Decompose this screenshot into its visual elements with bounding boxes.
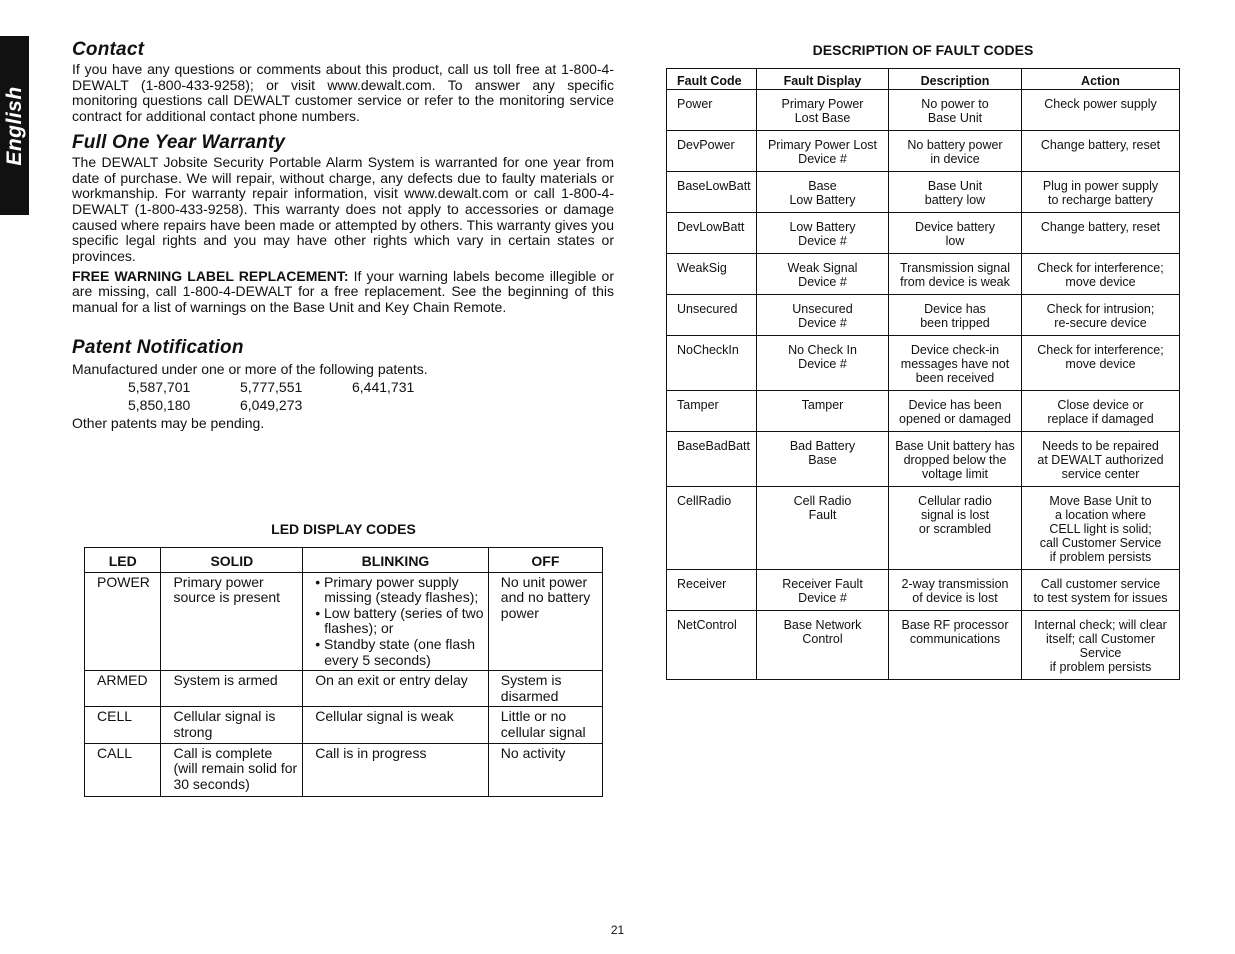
fault-display-cell: Base Low Battery [757, 172, 889, 213]
patent-number: 5,777,551 [240, 378, 303, 395]
warning-label-text: If your warning labels become illegible or are missing, call 1-800-4-DEWALT for a free replacement. See the beginning of this manual for a list of warnings on the Base Unit and Key Chain Remote. [72, 267, 614, 316]
table-row [667, 213, 1180, 254]
column-header: OFF [488, 548, 602, 573]
table-row [667, 295, 1180, 336]
description-cell: Device has been opened or damaged [889, 391, 1022, 432]
table-row [667, 90, 1180, 131]
table-header-row [85, 548, 603, 573]
fault-code-cell: DevPower [667, 131, 757, 172]
list-item: • Primary power supply missing (steady flashes); [315, 573, 479, 606]
description-cell: Base Unit battery low [889, 172, 1022, 213]
fault-code-cell: Power [667, 90, 757, 131]
action-cell: Change battery, reset [1022, 131, 1180, 172]
patent-list [72, 360, 614, 432]
contact-body: If you have any questions or comments about this product, call us toll free at 1-800-4-DEWALT (1-800-433-9258); or visit www.dewalt.com. To answer any specific monitoring questions call DEWALT customer service or refer to the monitoring service contract for additional contact phone numbers. [72, 61, 614, 125]
column-header: Action [1022, 69, 1180, 90]
table-row [85, 707, 603, 743]
patent-number: 5,587,701 [128, 378, 191, 395]
fault-display-cell: No Check In Device # [757, 336, 889, 391]
solid-cell: Cellular signal is strong [161, 707, 303, 743]
patent-row [72, 396, 614, 414]
list-item: • Standby state (one flash every 5 seconds) [315, 635, 475, 668]
contact-heading: Contact [72, 39, 145, 60]
fault-display-cell: Primary Power Lost Base [757, 90, 889, 131]
description-cell: Base Unit battery has dropped below the voltage limit [889, 432, 1022, 487]
table-row [667, 131, 1180, 172]
solid-cell: Call is complete (will remain solid for 30 seconds) [161, 743, 303, 796]
solid-cell: Primary power source is present [161, 572, 303, 671]
action-cell: Needs to be repaired at DEWALT authorized service center [1022, 432, 1180, 487]
table-row [667, 570, 1180, 611]
column-header: Fault Display [757, 69, 889, 90]
fault-display-cell: Bad Battery Base [757, 432, 889, 487]
fault-display-cell: Cell Radio Fault [757, 487, 889, 570]
table-row [667, 254, 1180, 295]
action-cell: Close device or replace if damaged [1022, 391, 1180, 432]
fault-display-cell: Low Battery Device # [757, 213, 889, 254]
description-cell: Device check-in messages have not been received [889, 336, 1022, 391]
fault-code-cell: Unsecured [667, 295, 757, 336]
table-row [667, 487, 1180, 570]
table-row [667, 172, 1180, 213]
action-cell: Check for interference; move device [1022, 336, 1180, 391]
warning-label-bold: FREE WARNING LABEL REPLACEMENT: [72, 267, 349, 284]
off-cell: No unit power and no battery power [488, 572, 602, 671]
language-tab-label: English [2, 85, 26, 166]
blinking-cell [303, 572, 489, 671]
fault-code-cell: BaseBadBatt [667, 432, 757, 487]
description-cell: Base RF processor communications [889, 611, 1022, 680]
column-header: LED [85, 548, 161, 573]
table-row [85, 743, 603, 796]
table-row [667, 432, 1180, 487]
fault-display-cell: Base Network Control [757, 611, 889, 680]
warning-label-paragraph [72, 269, 614, 316]
action-cell: Check power supply [1022, 90, 1180, 131]
table-row [667, 391, 1180, 432]
fault-display-cell: Primary Power Lost Device # [757, 131, 889, 172]
table-row [667, 611, 1180, 680]
description-cell: No power to Base Unit [889, 90, 1022, 131]
table-header-row [667, 69, 1180, 90]
action-cell: Check for interference; move device [1022, 254, 1180, 295]
action-cell: Internal check; will clear itself; call Customer Service if problem persists [1022, 611, 1180, 680]
table-row [85, 572, 603, 671]
fault-table-body [667, 90, 1180, 680]
table-row [85, 671, 603, 707]
patent-number: 6,441,731 [352, 378, 415, 395]
led-cell: CELL [85, 707, 161, 743]
page-number: 21 [610, 923, 625, 937]
warranty-heading: Full One Year Warranty [72, 131, 286, 153]
led-table-title: LED DISPLAY CODES [271, 521, 416, 537]
fault-code-cell: CellRadio [667, 487, 757, 570]
fault-code-cell: Tamper [667, 391, 757, 432]
fault-code-cell: Receiver [667, 570, 757, 611]
patent-number: 6,049,273 [240, 396, 303, 413]
patent-heading: Patent Notification [72, 336, 244, 358]
description-cell: Transmission signal from device is weak [889, 254, 1022, 295]
description-cell: Device battery low [889, 213, 1022, 254]
action-cell: Call customer service to test system for issues [1022, 570, 1180, 611]
fault-code-cell: WeakSig [667, 254, 757, 295]
list-item: • Low battery (series of two flashes); or [315, 604, 484, 637]
fault-table-title: DESCRIPTION OF FAULT CODES [812, 42, 1034, 58]
table-row [667, 336, 1180, 391]
column-header: BLINKING [303, 548, 489, 573]
description-cell: 2-way transmission of device is lost [889, 570, 1022, 611]
description-cell: Device has been tripped [889, 295, 1022, 336]
off-cell: No activity [488, 743, 602, 796]
fault-code-cell: NetControl [667, 611, 757, 680]
solid-cell: System is armed [161, 671, 303, 707]
fault-code-cell: DevLowBatt [667, 213, 757, 254]
action-cell: Plug in power supply to recharge battery [1022, 172, 1180, 213]
fault-display-cell: Unsecured Device # [757, 295, 889, 336]
action-cell: Change battery, reset [1022, 213, 1180, 254]
off-cell: Little or no cellular signal [488, 707, 602, 743]
led-display-codes-table [84, 547, 603, 797]
fault-display-cell: Weak Signal Device # [757, 254, 889, 295]
column-header: Fault Code [667, 69, 757, 90]
fault-code-cell: NoCheckIn [667, 336, 757, 391]
fault-codes-table [666, 68, 1180, 680]
fault-code-cell: BaseLowBatt [667, 172, 757, 213]
fault-display-cell: Tamper [757, 391, 889, 432]
description-cell: No battery power in device [889, 131, 1022, 172]
column-header: SOLID [161, 548, 303, 573]
patent-row [72, 378, 614, 396]
blinking-cell: Cellular signal is weak [303, 707, 489, 743]
blinking-cell: On an exit or entry delay [303, 671, 489, 707]
led-cell: CALL [85, 743, 161, 796]
action-cell: Move Base Unit to a location where CELL light is solid; call Customer Service if problem persists [1022, 487, 1180, 570]
led-cell: ARMED [85, 671, 161, 707]
language-tab [0, 36, 29, 215]
patent-number: 5,850,180 [128, 396, 191, 413]
column-header: Description [889, 69, 1022, 90]
description-cell: Cellular radio signal is lost or scrambled [889, 487, 1022, 570]
warranty-body: The DEWALT Jobsite Security Portable Alarm System is warranted for one year from date of purchase. We will repair, without charge, any defects due to faulty materials or workmanship. For warranty repair information, visit www.dewalt.com or call 1-800-4-DEWALT (1-800-433-9258). This warranty does not apply to accessories or damage caused where repairs have been made or attempted by others. This warranty gives you specific legal rights and you may have other rights which vary in certain states or provinces. [72, 153, 614, 265]
off-cell: System is disarmed [488, 671, 602, 707]
blinking-cell: Call is in progress [303, 743, 489, 796]
led-cell: POWER [85, 572, 161, 671]
action-cell: Check for intrusion; re-secure device [1022, 295, 1180, 336]
fault-display-cell: Receiver Fault Device # [757, 570, 889, 611]
left-column [72, 38, 614, 432]
patent-intro: Manufactured under one or more of the following patents. [72, 360, 428, 377]
patent-outro: Other patents may be pending. [72, 414, 265, 431]
